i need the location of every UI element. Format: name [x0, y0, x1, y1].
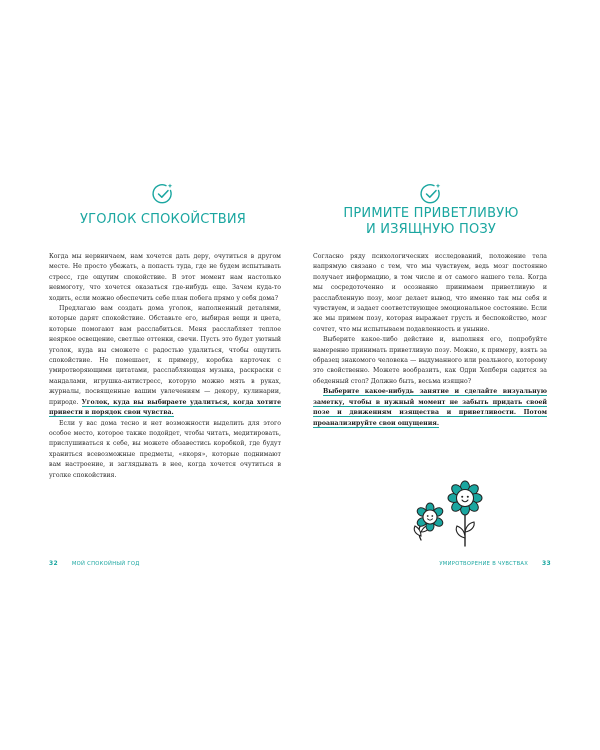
right-page	[297, 148, 565, 588]
running-title: МОЙ СПОКОЙНЫЙ ГОД	[71, 561, 140, 567]
book-spread	[29, 148, 565, 588]
paragraph-text: Согласно ряду психологических исследований, положение тела напрямую связано с тем, что мы чувствуем, ведь мозг постоянно получает информацию, в том числе и от самого нашего тела. Когда мы сосредоточенно и осознанно принимаем приветливую и расслабленную позу, мозг делает вывод, что именно так мы себя и чувствуем, и задает соответствующее эмоциональное состояние. Если же мы примем позу, которая выражает грусть и беспокойство, мозг сочтет, что мы испытываем подавленность и уныние.	[313, 253, 547, 333]
body-paragraph	[313, 252, 547, 335]
right-folio	[439, 560, 551, 567]
smiling-flowers-illustration	[399, 480, 491, 548]
paragraph-text: Предлагаю вам создать дома уголок, наполненный деталями, которые дарят спокойствие. Обставьте его, выбирая вещи и цвета, которые помогают вам расслабиться. Меня расслабляет теплое неяркое освещение, светлые оттенки, свечи. Пусть это будет уютный уголок, куда вы сможете с радостью удалиться, чтобы ощутить спокойствие. Не помешает, к примеру, коробка карточек с умиротворяющими цитатами, расслабляющая музыка, раскраски с мандалами, игрушка-антистресс, которую можно мять в руках, журналы, посвященные вашим увлечениям — декору, кулинарии, природе.	[49, 305, 281, 406]
page-number: 33	[542, 560, 551, 567]
running-title: УМИРОТВОРЕНИЕ В ЧУВСТВАХ	[439, 561, 529, 567]
right-page-body	[313, 252, 547, 429]
big-flower-icon	[448, 481, 482, 546]
paragraph-text: Если у вас дома тесно и нет возможности выделить для этого особое место, которое также подойдет, чтобы читать, медитировать, прислушиваться к себе, вы можете обзавестись коробкой, где будут храниться всевозможные предметы, «якоря», которые поднимают вам настроение, и заглядывать в нее, когда хочется очутиться в уголке спокойствия.	[49, 419, 281, 479]
highlighted-text: Выберите какое-нибудь занятие и сделайте визуальную заметку, чтобы в нужный момент не забыть придать своей позе и движениям изящества и приветливости. Потом проанализируйте свои ощущения.	[313, 388, 547, 427]
body-paragraph	[49, 252, 281, 304]
left-page-heading: УГОЛОК СПОКОЙСТВИЯ	[79, 212, 247, 227]
check-circle-sparkle-icon	[150, 181, 176, 207]
small-flower-icon	[414, 503, 444, 540]
page-number: 32	[49, 560, 58, 567]
paragraph-text: Выберите какое-либо действие и, выполняя его, попробуйте намеренно принимать приветливую позу. Можно, к примеру, взять за образец знакомого человека — выдуманного или реального, которому это свойственно. Можете вообразить, как Одри Хепберн садится за обеденный стол? Должно быть, весьма изящно?	[313, 336, 547, 385]
right-page-heading	[297, 206, 565, 238]
right-heading-line-1: ПРИМИТЕ ПРИВЕТЛИВУЮ	[343, 206, 519, 221]
body-paragraph	[49, 304, 281, 418]
right-heading-line-2: И ИЗЯЩНУЮ ПОЗУ	[365, 222, 497, 237]
paragraph-text: Когда мы нервничаем, нам хочется дать деру, очутиться в другом месте. Не просто убежать, а попасть туда, где не будем испытывать стресс, где ощутим спокойствие. В этот момент нам настолько невмоготу, что хочется оказаться где-нибудь еще. Зачем куда-то ходить, если можно обеспечить себе план побега прямо у себя дома?	[49, 253, 281, 302]
highlighted-text: Уголок, куда вы выбираете удалиться, когда хотите привести в порядок свои чувства.	[49, 398, 282, 417]
check-circle-sparkle-icon	[418, 181, 444, 207]
left-page	[29, 148, 297, 588]
body-paragraph	[49, 419, 281, 481]
left-page-body	[49, 252, 281, 481]
body-paragraph	[313, 335, 547, 387]
left-folio	[49, 560, 140, 567]
body-paragraph	[313, 387, 547, 429]
